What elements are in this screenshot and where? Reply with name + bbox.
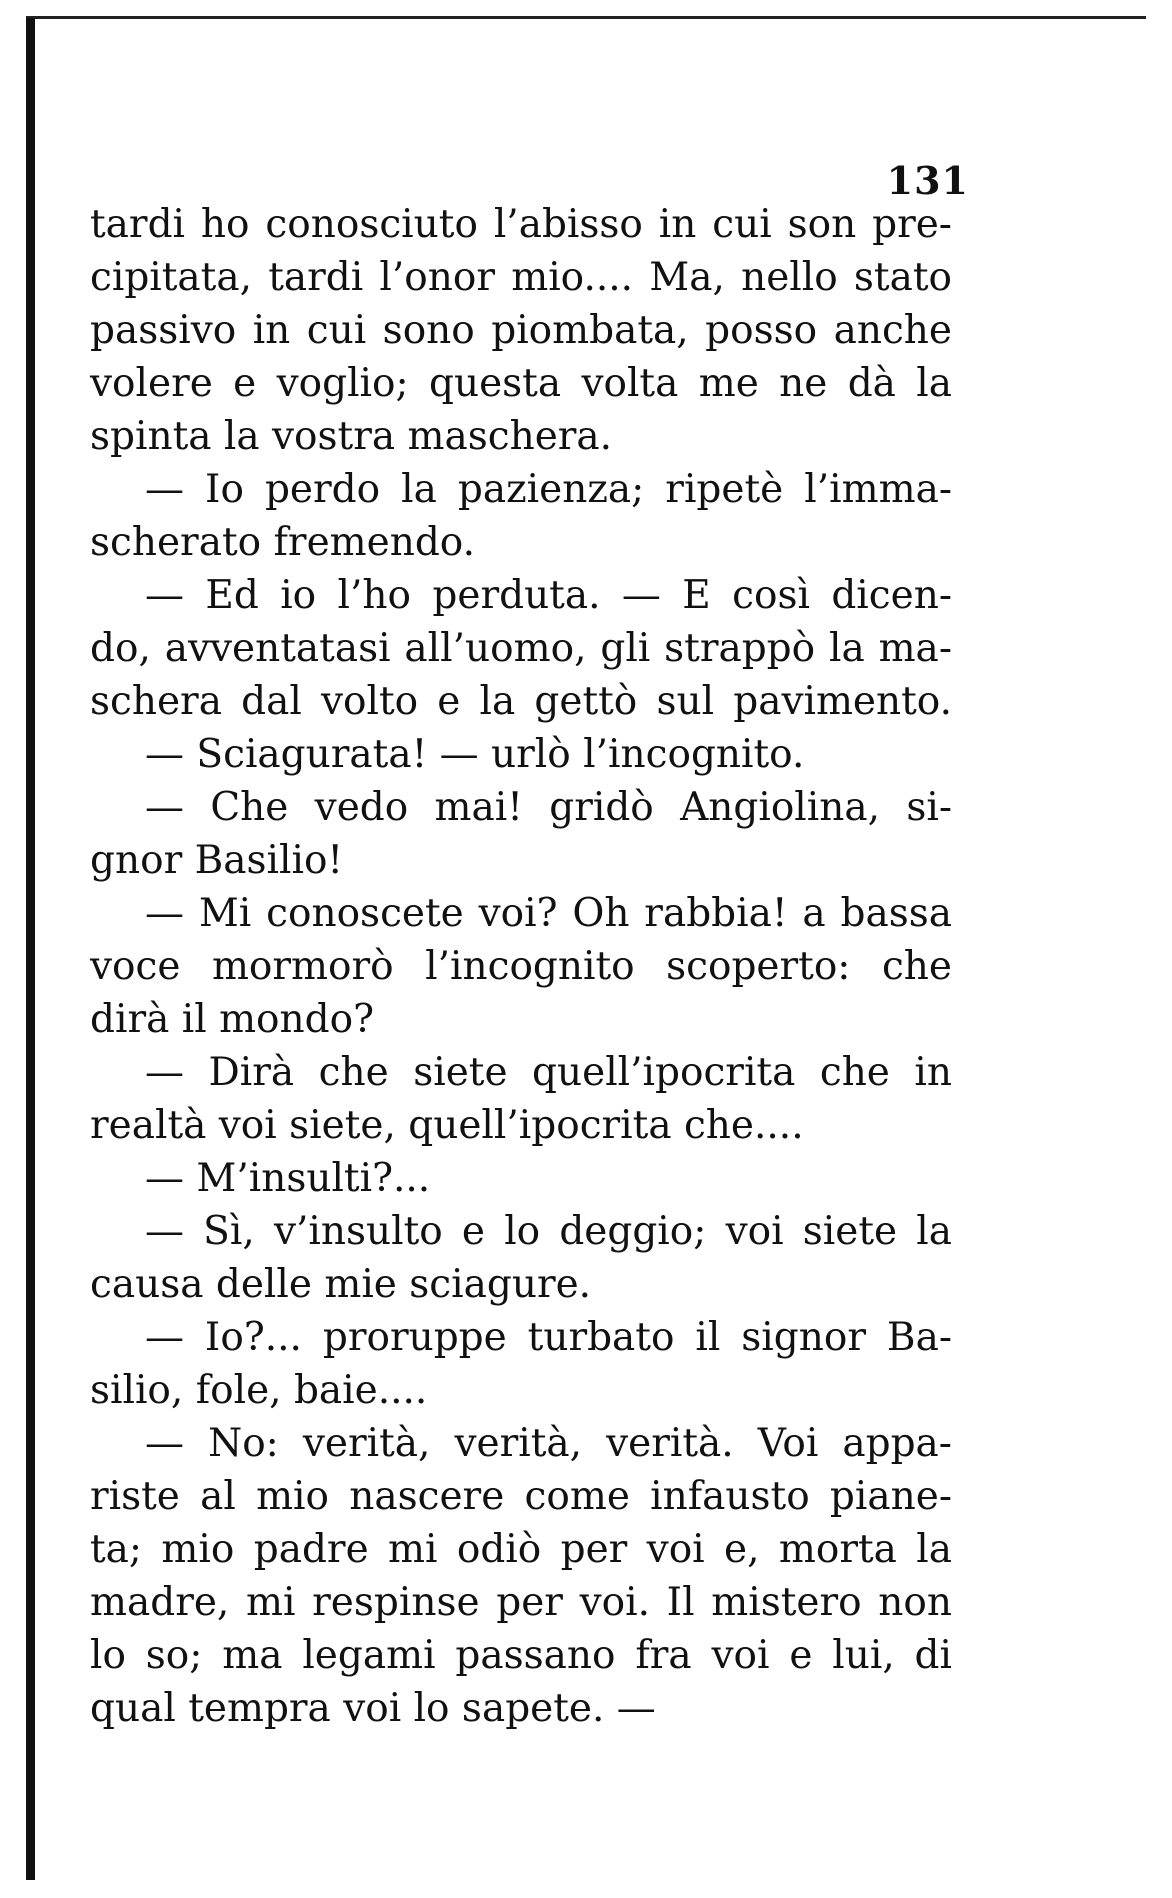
page-binding-edge [26, 18, 35, 1880]
text-line: ta; mio padre mi odiò per voi e, morta la [90, 1527, 952, 1572]
text-line: schera dal volto e la gettò sul pavimento. [90, 679, 952, 724]
text-line: cipitata, tardi l’onor mio.... Ma, nello stato [90, 255, 952, 300]
text-line: — Io?... proruppe turbato il signor Ba- [145, 1315, 952, 1360]
text-line: — Sciagurata! — urlò l’incognito. [145, 732, 805, 777]
text-line: — Che vedo mai! gridò Angiolina, si- [145, 785, 952, 830]
text-line: voce mormorò l’incognito scoperto: che [90, 944, 952, 989]
text-line: silio, fole, baie.... [90, 1368, 428, 1413]
text-line: tardi ho conosciuto l’abisso in cui son pre- [90, 202, 952, 247]
text-line: realtà voi siete, quell’ipocrita che.... [90, 1103, 804, 1148]
text-line: causa delle mie sciagure. [90, 1262, 592, 1307]
text-line: passivo in cui sono piombata, posso anche [90, 308, 952, 353]
page-top-edge [26, 16, 1146, 19]
body-text [90, 198, 952, 1735]
text-line: dirà il mondo? [90, 997, 375, 1042]
text-line: scherato fremendo. [90, 520, 475, 565]
text-line: spinta la vostra maschera. [90, 414, 613, 459]
text-line: — Io perdo la pazienza; ripetè l’imma- [145, 467, 952, 512]
text-line: — Ed io l’ho perduta. — E così dicen- [145, 573, 952, 618]
text-line: — Mi conoscete voi? Oh rabbia! a bassa [145, 891, 952, 936]
text-line: madre, mi respinse per voi. Il mistero non [90, 1580, 952, 1625]
text-line: — No: verità, verità, verità. Voi appa- [145, 1421, 952, 1466]
text-line: do, avventatasi all’uomo, gli strappò la ma- [90, 626, 952, 671]
text-line: qual tempra voi lo sapete. — [90, 1686, 656, 1731]
text-line: — M’insulti?... [145, 1156, 431, 1201]
text-line: — Sì, v’insulto e lo deggio; voi siete la [145, 1209, 952, 1254]
page-number: 131 [886, 158, 969, 203]
text-line: volere e voglio; questa volta me ne dà la [90, 361, 952, 406]
text-line: lo so; ma legami passano fra voi e lui, di [90, 1633, 952, 1678]
text-line: riste al mio nascere come infausto piane- [90, 1474, 952, 1519]
text-line: gnor Basilio! [90, 838, 344, 883]
text-line: — Dirà che siete quell’ipocrita che in [145, 1050, 952, 1095]
